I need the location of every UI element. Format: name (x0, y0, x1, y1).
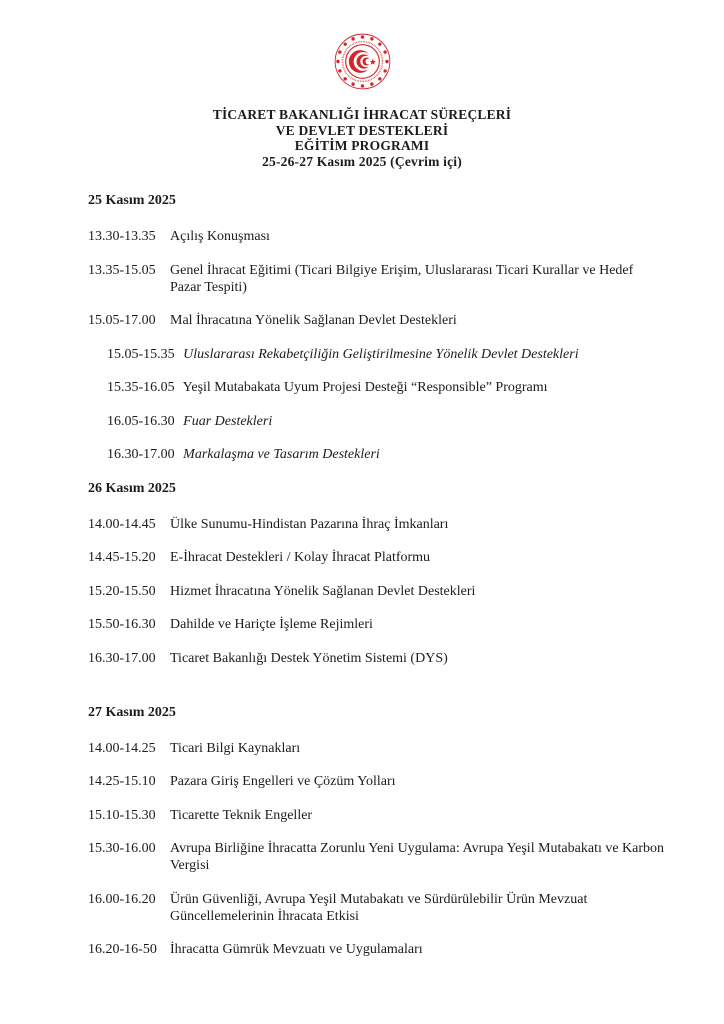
row-description: E-İhracat Destekleri / Kolay İhracat Platformu (170, 550, 431, 565)
schedule-row (88, 650, 666, 667)
section-rows (88, 516, 666, 667)
row-time: 16.30-17.00 (107, 447, 175, 462)
schedule-row (88, 228, 666, 245)
schedule (0, 169, 724, 958)
row-time: 13.35-15.05 (88, 262, 156, 278)
section-rows (88, 228, 666, 463)
section-date-heading: 26 Kasım 2025 (88, 480, 176, 496)
row-time: 15.30-16.00 (88, 841, 156, 856)
schedule-row (88, 740, 666, 757)
title-line-3: EĞİTİM PROGRAMI (294, 138, 430, 153)
row-time: 15.05-17.00 (88, 313, 156, 328)
schedule-row (88, 891, 666, 925)
schedule-row (88, 549, 666, 566)
schedule-section (88, 192, 666, 463)
row-time: 14.25-15.10 (88, 774, 156, 789)
document-title (0, 107, 724, 169)
row-time: 15.35-16.05 (107, 380, 175, 395)
section-date-heading: 27 Kasım 2025 (88, 704, 176, 720)
schedule-row (107, 413, 666, 430)
schedule-row (107, 446, 666, 463)
row-description: Ticari Bilgi Kaynakları (170, 740, 301, 756)
row-description: Ürün Güvenliği, Avrupa Yeşil Mutabakatı ve Sürdürülebilir Ürün Mevzuat Güncellemelerinin İhracata Etkisi (170, 891, 588, 924)
schedule-row (88, 262, 666, 296)
schedule-row (107, 379, 666, 396)
row-time: 16.20-16-50 (88, 942, 157, 957)
row-description: Uluslararası Rekabetçiliğin Geliştirilmesine Yönelik Devlet Destekleri (183, 346, 579, 362)
schedule-section (88, 704, 666, 959)
schedule-row (88, 616, 666, 633)
section-rows (88, 740, 666, 959)
title-line-2: VE DEVLET DESTEKLERİ (275, 122, 449, 138)
row-description: Pazara Giriş Engelleri ve Çözüm Yolları (170, 774, 396, 789)
schedule-row (88, 941, 666, 958)
row-description: Mal İhracatına Yönelik Sağlanan Devlet Destekleri (170, 313, 457, 328)
row-description: Hizmet İhracatına Yönelik Sağlanan Devlet Destekleri (170, 583, 476, 599)
schedule-row (88, 807, 666, 824)
row-description: Markalaşma ve Tasarım Destekleri (183, 447, 380, 462)
ministry-of-trade-emblem-icon (334, 33, 391, 90)
row-time: 16.00-16.20 (88, 891, 156, 907)
row-time: 15.20-15.50 (88, 583, 156, 599)
row-description: Genel İhracat Eğitimi (Ticari Bilgiye Erişim, Uluslararası Ticari Kurallar ve Hedef Pazar Tespiti) (170, 262, 634, 295)
row-description: İhracatta Gümrük Mevzuatı ve Uygulamaları (170, 942, 423, 957)
title-line-1: TİCARET BAKANLIĞI İHRACAT SÜREÇLERİ (212, 107, 512, 122)
row-time: 14.00-14.25 (88, 740, 156, 756)
row-time: 15.10-15.30 (88, 807, 156, 823)
section-date-heading: 25 Kasım 2025 (88, 193, 176, 208)
row-time: 14.00-14.45 (88, 516, 156, 532)
row-description: Ticarette Teknik Engeller (170, 807, 313, 823)
row-time: 16.30-17.00 (88, 650, 156, 666)
row-description: Avrupa Birliğine İhracatta Zorunlu Yeni Uygulama: Avrupa Yeşil Mutabakatı ve Karbon Vergisi (170, 841, 665, 873)
schedule-row (88, 583, 666, 600)
row-description: Dahilde ve Hariçte İşleme Rejimleri (170, 617, 373, 632)
schedule-row (107, 346, 666, 363)
row-time: 13.30-13.35 (88, 229, 156, 244)
row-time: 16.05-16.30 (107, 413, 175, 429)
row-time: 15.05-15.35 (107, 346, 175, 362)
row-description: Ülke Sunumu-Hindistan Pazarına İhraç İmkanları (170, 516, 449, 532)
schedule-row (88, 312, 666, 329)
schedule-row (88, 773, 666, 790)
row-description: Fuar Destekleri (183, 413, 273, 429)
row-time: 15.50-16.30 (88, 617, 156, 632)
title-line-4: 25-26-27 Kasım 2025 (Çevrim içi) (262, 153, 462, 169)
schedule-row (88, 516, 666, 533)
row-description: Açılış Konuşması (170, 229, 270, 244)
row-time: 14.45-15.20 (88, 550, 156, 565)
row-description: Ticaret Bakanlığı Destek Yönetim Sistemi (DYS) (170, 650, 448, 666)
document-header (0, 0, 724, 169)
schedule-row (88, 840, 666, 874)
row-description: Yeşil Mutabakata Uyum Projesi Desteği “Responsible” Programı (182, 380, 548, 395)
schedule-section (88, 480, 666, 667)
